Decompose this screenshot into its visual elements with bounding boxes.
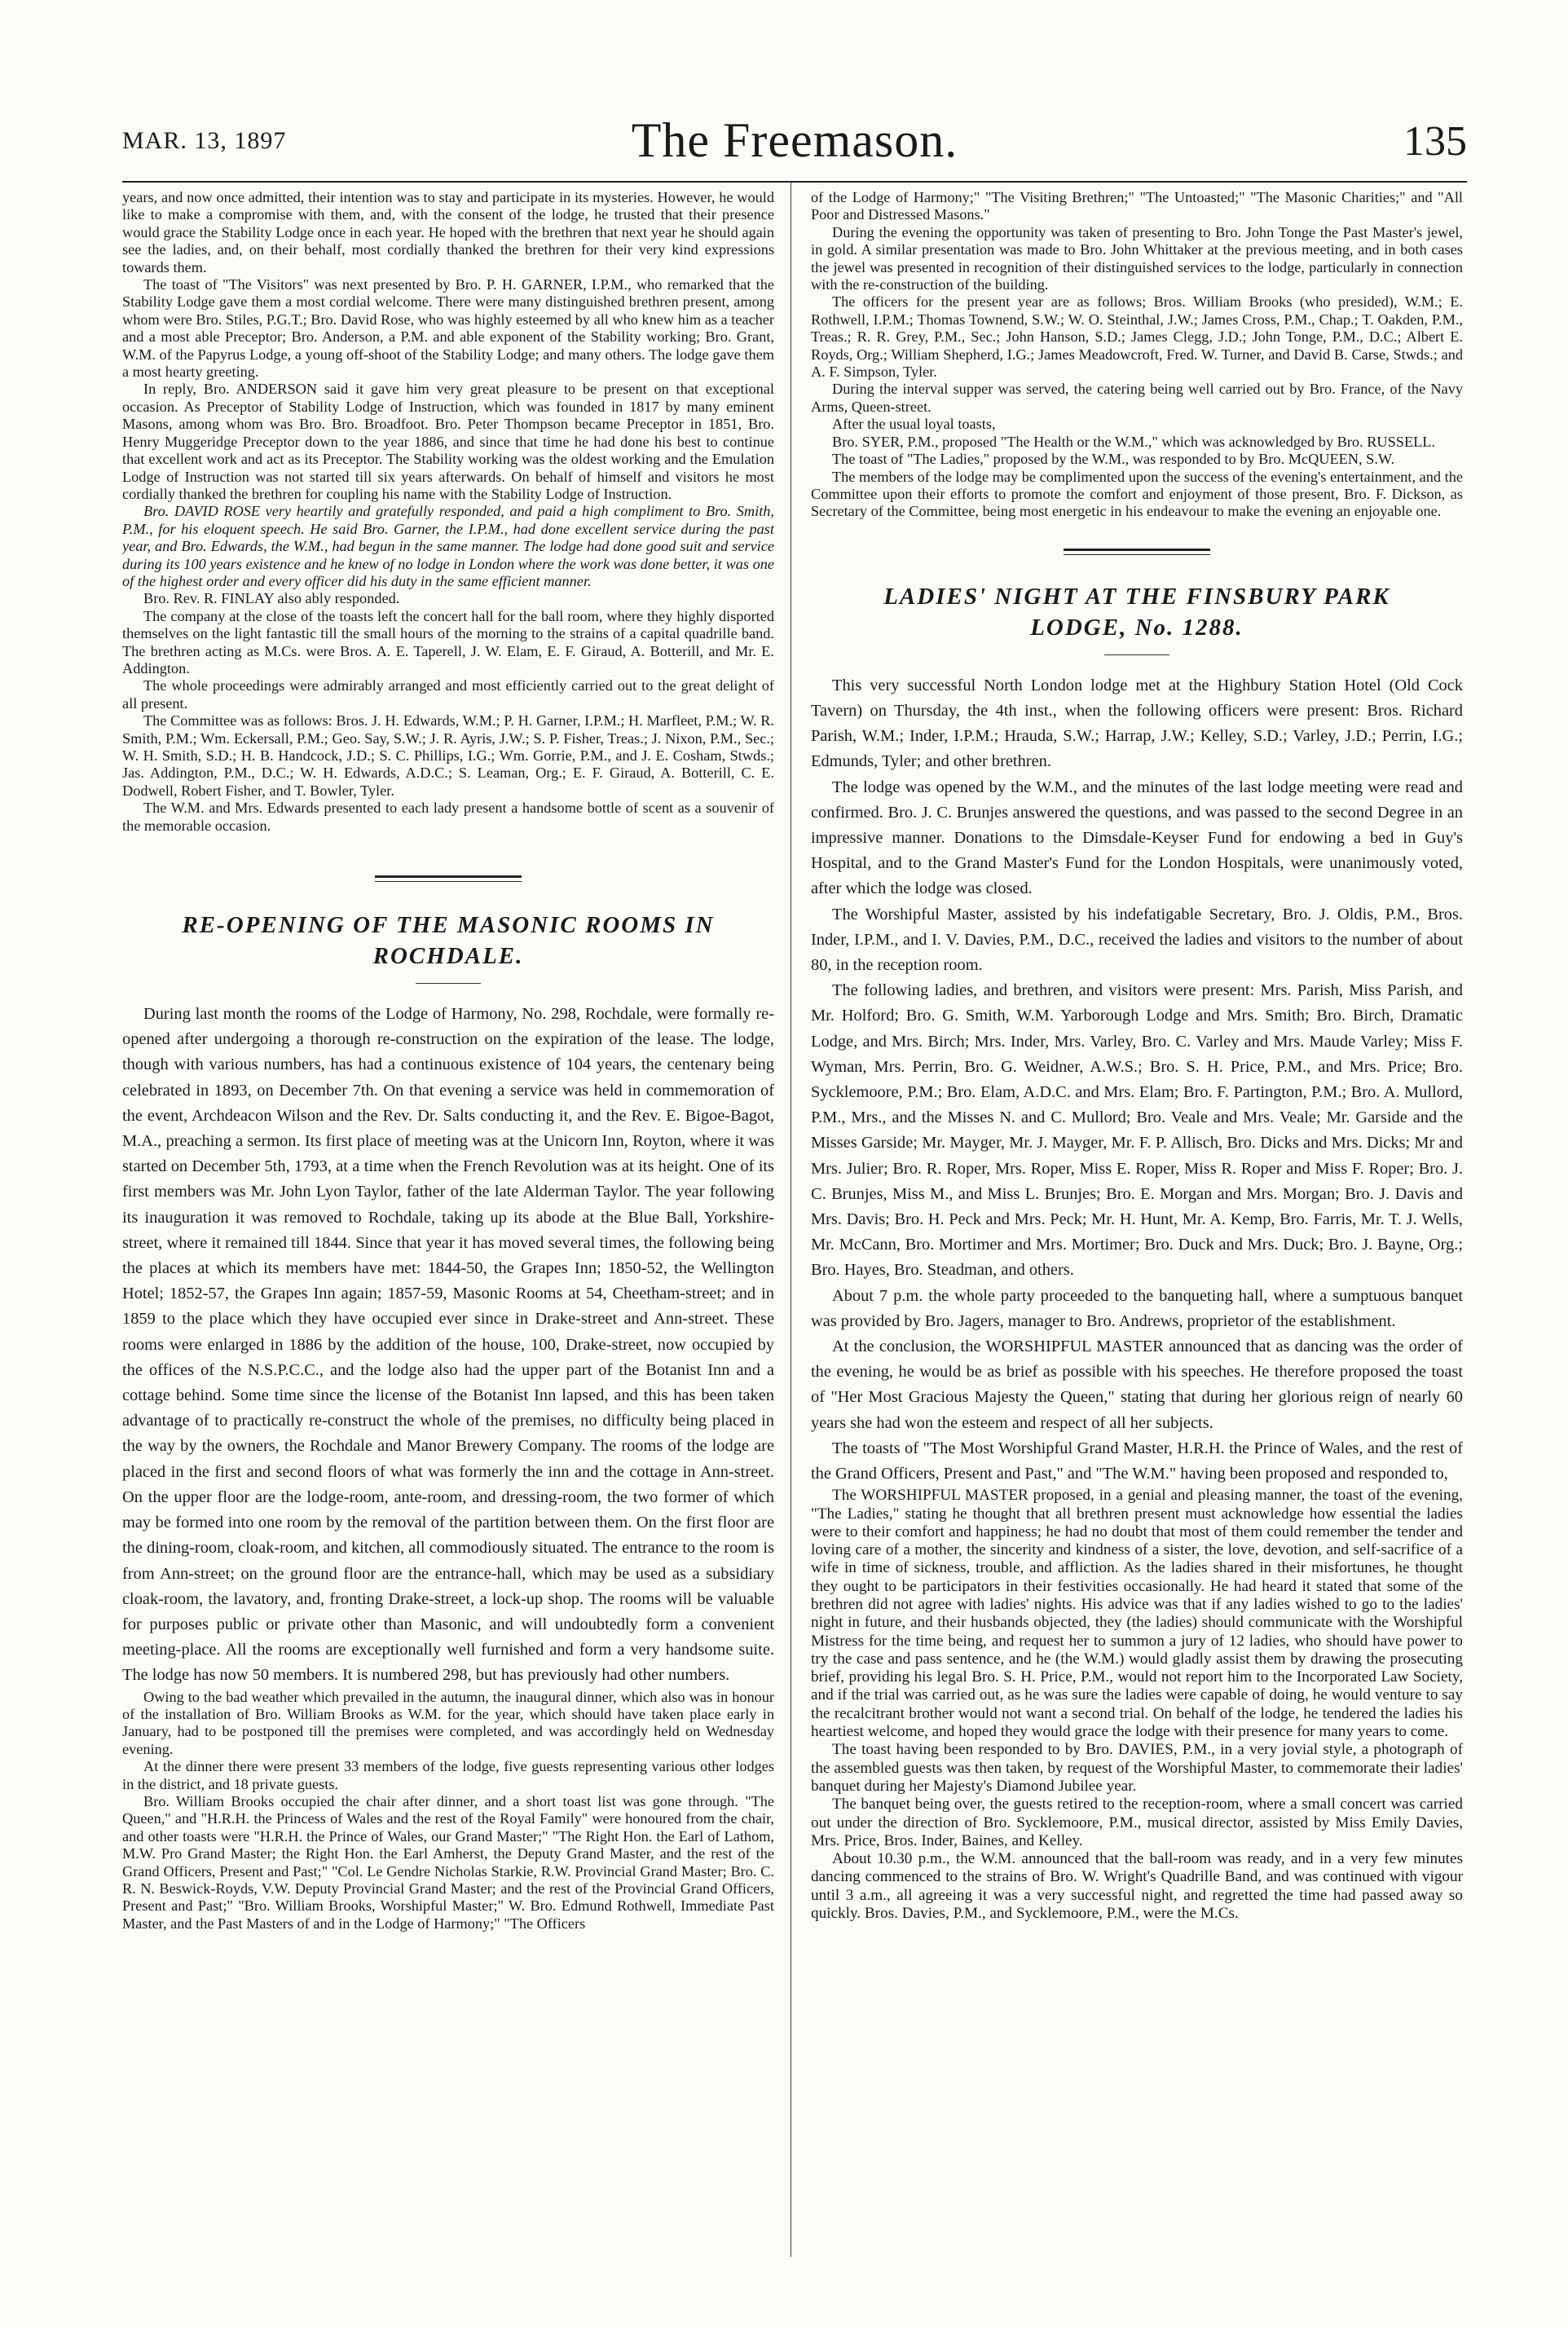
page-number: 135 xyxy=(1403,118,1467,165)
paragraph: of the Lodge of Harmony;" "The Visiting Brethren;" "The Untoasted;" "The Masonic Charities;" and "All Poor and Distressed Masons." xyxy=(811,189,1463,223)
section-rule xyxy=(1064,549,1210,555)
masthead xyxy=(122,112,1467,178)
left-column xyxy=(122,189,774,2251)
right-column xyxy=(811,189,1463,2251)
paragraph: The banquet being over, the guests retired to the reception-room, where a small concert was carried out under the direction of Bro. Sycklemoore, P.M., musical director, assisted by Miss Emily Davies, Mrs. Price, Bros. Inder, Baines, and Kelley. xyxy=(811,1796,1463,1849)
publication-title: The Freemason. xyxy=(631,113,958,167)
heading-line: RE-OPENING OF THE MASONIC ROOMS IN xyxy=(182,912,715,939)
paragraph: Owing to the bad weather which prevailed in the autumn, the inaugural dinner, which also was in honour of the installation of Bro. William Brooks as W.M. for the year, which should have taken place early in January, had to be postponed till the premises were completed, and was accordingly held on Wednesday evening. xyxy=(122,1688,774,1757)
paragraph: Bro. Rev. R. FINLAY also ably responded. xyxy=(143,590,400,607)
paragraph: About 10.30 p.m., the W.M. announced that the ball-room was ready, and in a very few minutes dancing commenced to the strains of Bro. W. Wright's Quadrille Band, and was continued with vigour until 3 a.m., all agreeing it was a very successful night, and regretted the time had passed away so quickly. Bros. Davies, P.M., and Sycklemoore, P.M., were the M.Cs. xyxy=(811,1850,1463,1923)
paragraph: During the evening the opportunity was taken of presenting to Bro. John Tonge the Past Master's jewel, in gold. A similar presentation was made to Bro. John Whittaker at the previous meeting, and in both cases the jewel was presented in recognition of their distinguished services to the lodge, particularly in connection with the re-construction of the building. xyxy=(811,223,1463,293)
paragraph: About 7 p.m. the whole party proceeded to the banqueting hall, where a sumptuous banquet was provided by Bro. Jagers, manager to Bro. Andrews, proprietor of the establishment. xyxy=(811,1286,1463,1330)
paragraph: Bro. William Brooks occupied the chair after dinner, and a short toast list was gone through. "The Queen," and "H.R.H. the Princess of Wales and the rest of the Royal Family" were honoured from the chair, and other toasts were "H.R.H. the Prince of Wales, our Grand Master;" "The Right Hon. the Earl of Lathom, M.W. Pro Grand Master; the Right Hon. the Earl Amherst, the Deputy Grand Master, and the rest of the Grand Officers, Present and Past;" "Col. Le Gendre Nicholas Starkie, R.W. Provincial Grand Master; Bro. C. R. N. Beswick-Royds, V.W. Deputy Provincial Grand Master; and the rest of the Provincial Grand Officers, Present and Past;" "Bro. William Brooks, Worshipful Master;" W. Bro. Edmund Rothwell, Immediate Past Master, and the Past Masters of and in the Lodge of Harmony;" "The Officers xyxy=(122,1792,774,1932)
heading-line: ROCHDALE. xyxy=(372,943,524,970)
paragraph: At the conclusion, the WORSHIPFUL MASTER announced that as dancing was the order of the evening, he would be as brief as possible with his speeches. He therefore proposed the toast of "Her Most Gracious Majesty the Queen," stating that during her glorious reign of nearly 60 years she had won the esteem and respect of all her subjects. xyxy=(811,1338,1463,1432)
paragraph: years, and now once admitted, their intention was to stay and participate in its mysteries. However, he would like to make a compromise with them, and, with the consent of the lodge, he trusted that their presence would grace the Stability Lodge once in each year. He hoped with the brethren that next year he should again see the ladies, and, on their behalf, most cordially thanked the brethren for their very kind expressions towards them. xyxy=(122,189,774,275)
rochdale-heading xyxy=(122,910,774,972)
paragraph: At the dinner there were present 33 members of the lodge, five guests representing various other lodges in the district, and 18 private guests. xyxy=(122,1758,774,1792)
paragraph: The toasts of "The Most Worshipful Grand Master, H.R.H. the Prince of Wales, and the rest of the Grand Officers, Present and Past," and "The W.M." having been proposed and responded to, xyxy=(811,1439,1463,1483)
masthead-rule xyxy=(122,181,1467,183)
paragraph: The officers for the present year are as follows; Bros. William Brooks (who presided), W.M.; E. Rothwell, I.P.M.; Thomas Townend, S.W.; W. O. Steinthal, J.W.; James Cross, P.M., Chap.; T. Oakden, P.M., Treas.; R. R. Grey, P.M., Sec.; John Hanson, S.D.; James Clegg, J.D.; John Tonge, P.M., D.C.; Albert E. Royds, Org.; William Shepherd, I.G.; James Meadowcroft, Fred. W. Turner, and David B. Carse, Stwds.; and A. F. Simpson, Tyler. xyxy=(811,293,1463,381)
paragraph: The W.M. and Mrs. Edwards presented to each lady present a handsome bottle of scent as a souvenir of the memorable occasion. xyxy=(122,800,774,834)
paragraph: The toast of "The Visitors" was next presented by Bro. P. H. GARNER, I.P.M., who remarked that the Stability Lodge gave them a most cordial welcome. There were many distinguished brethren present, among whom were Bro. Stiles, P.G.T.; Bro. David Rose, who was highly esteemed by all who knew him as a teacher and a most able Preceptor; Bro. Anderson, a P.M. and able exponent of the Stability working; Bro. Grant, W.M. of the Papyrus Lodge, a young off-shoot of the Stability Lodge; and many others. The lodge gave them a most hearty greeting. xyxy=(122,276,774,381)
paragraph: The Worshipful Master, assisted by his indefatigable Secretary, Bro. J. Oldis, P.M., Bros. Inder, I.P.M., and I. V. Davies, P.M., D.C., received the ladies and visitors to the number of about 80, in the reception room. xyxy=(811,905,1463,974)
paragraph: The Committee was as follows: Bros. J. H. Edwards, W.M.; P. H. Garner, I.P.M.; H. Marfleet, P.M.; W. R. Smith, P.M.; Wm. Eckersall, P.M.; Geo. Say, S.W.; J. R. Ayris, J.W.; S. P. Fisher, Treas.; J. Nixon, P.M., Sec.; W. H. Smith, S.D.; H. B. Handcock, J.D.; S. C. Phillips, I.G.; Wm. Gorrie, P.M., and J. E. Cosham, Stwds.; Jas. Addington, P.M., D.C.; W. H. Edwards, A.D.C.; S. Leaman, Org.; E. F. Giraud, A. Botterill, C. E. Dodwell, Robert Fisher, and T. Bowler, Tyler. xyxy=(122,712,774,799)
paragraph: During last month the rooms of the Lodge of Harmony, No. 298, Rochdale, were formally re-opened after undergoing a thorough re-construction on the expiration of the lease. The lodge, though with various numbers, has had a continuous existence of 104 years, the centenary being celebrated in 1893, on December 7th. On that evening a service was held in commemoration of the event, Archdeacon Wilson and the Rev. Dr. Salts conducting it, and the Rev. E. Bigoe-Bagot, M.A., preaching a sermon. Its first place of meeting was at the Unicorn Inn, Royton, where it was started on December 5th, 1793, at a time when the French Revolution was at its height. One of its first members was Mr. John Lyon Taylor, father of the late Alderman Taylor. The year following its inauguration it was removed to Rochdale, taking up its abode at the Blue Ball, Yorkshire-street, where it remained till 1844. Since that year it has moved several times, the following being the places at which its members have met: 1844-50, the Grapes Inn; 1850-52, the Wellington Hotel; 1852-57, the Grapes Inn again; 1857-59, Masonic Rooms at 54, Cheetham-street; and in 1859 to the place which they have occupied ever since in Drake-street and Ann-street. These rooms were enlarged in 1886 by the addition of the house, 100, Drake-street, now occupied by the offices of the N.S.P.C.C., and the lodge also had the upper part of the Botanist Inn and a cottage behind. Some time since the license of the Botanist Inn lapsed, and this has been taken advantage of to practically re-construct the whole of the premises, no difficulty being placed in the way by the owners, the Rochdale and Manor Brewery Company. The rooms of the lodge are placed in the first and second floors of what was formerly the inn and the cottage in Ann-street. On the upper floor are the lodge-room, ante-room, and dressing-room, the two former of which may be formed into one room by the removal of the partition between them. On the first floor are the dining-room, cloak-room, and kitchen, all commodiously situated. The entrance to the room is from Ann-street; on the ground floor are the entrance-hall, which may be used as a subsidiary cloak-room, the lavatory, and, fronting Drake-street, a lock-up shop. The rooms will be valuable for purposes public or private other than Masonic, and will undoubtedly form a convenient meeting-place. All the rooms are exceptionally well furnished and form a very handsome suite. The lodge has now 50 members. It is numbered 298, but has previously had other numbers. xyxy=(122,1005,774,1685)
paragraph: The WORSHIPFUL MASTER proposed, in a genial and pleasing manner, the toast of the evening, "The Ladies," stating he thought that all brethren present must acknowledge how essential the ladies were to their comfort and happiness; he had no doubt that most of them could remember the tender and loving care of a mother, the sincerity and kindness of a sister, the love, devotion, and self-sacrifice of a wife in time of sickness, trouble, and affliction. As the ladies shared in their misfortunes, he thought they ought to be participators in their festivities occasionally. He had heard it stated that some of the brethren did not agree with ladies' nights. His advice was that if any ladies wished to go to the ladies' night in future, and their husbands objected, they (the ladies) should communicate with the Worshipful Mistress for the time being, and request her to summon a jury of 12 ladies, who should have power to try the case and pass sentence, and he (the W.M.) would gladly assist them by drawing the prosecuting brief, providing his legal Bro. S. H. Price, P.M., would not report him to the Incorporated Law Society, and if the trial was carried out, as he was sure the ladies were capable of doing, he would venture to say the recalcitrant brother would not want a second trial. On behalf of the lodge, he tendered the ladies his heartiest welcome, and hoped they would grace the lodge with their presence for many years to come. xyxy=(811,1487,1463,1741)
issue-date: MAR. 13, 1897 xyxy=(122,127,287,154)
rochdale-article-continued xyxy=(122,1689,774,1933)
section-rule xyxy=(375,875,522,882)
paragraph: In reply, Bro. ANDERSON said it gave him very great pleasure to be present on that exceptional occasion. As Preceptor of Stability Lodge of Instruction, which was founded in 1817 by many eminent Masons, among whom was Bro. Bro. Broadfoot. Bro. Peter Thompson became Preceptor in 1851, Bro. Henry Muggeridge Preceptor down to the year 1886, and since that time he had done his best to continue that excellent work and act as its Preceptor. The Stability working was the oldest working and the Emulation Lodge of Instruction was not started till six years afterwards. On behalf of himself and visitors he most cordially thanked the brethren for coupling his name with the Stability Lodge of Instruction. xyxy=(122,381,774,502)
stability-lodge-article-continued xyxy=(122,189,774,835)
paragraph: The company at the close of the toasts left the concert hall for the ball room, where they highly disported themselves on the light fantastic till the small hours of the morning to the strains of a capital quadrille band. The brethren acting as M.Cs. were Bros. A. E. Taperell, J. W. Elam, E. F. Giraud, A. Botterill, and Mr. E. Addington. xyxy=(122,607,774,677)
paragraph: The toast of "The Ladies," proposed by the W.M., was responded to by Bro. McQUEEN, S.W. xyxy=(832,451,1395,468)
paragraph: The following ladies, and brethren, and visitors were present: Mrs. Parish, Miss Parish, and Mr. Holford; Bro. G. Smith, W.M. Yarborough Lodge and Mrs. Smith; Bro. Birch, Dramatic Lodge, and Mrs. Birch; Mrs. Inder, Mrs. Varley, Bro. C. Varley and Mrs. Maude Varley; Miss F. Wyman, Mrs. Perrin, Bro. G. Weidner, A.W.S.; Bro. S. H. Price, P.M., and Mrs. Price; Bro. Sycklemoore, P.M.; Bro. Elam, A.D.C. and Mrs. Elam; Bro. F. Partington, P.M.; Bro. A. Mullord, P.M., Mrs., and the Misses N. and C. Mullord; Bro. Veale and Mrs. Veale; Mr. Garside and the Misses Garside; Mr. Mayger, Mr. J. Mayger, Mr. F. P. Allisch, Bro. Dicks and Mrs. Dicks; Mr and Mrs. Julier; Bro. R. Roper, Mrs. Roper, Miss E. Roper, Miss R. Roper and Miss F. Roper; Bro. J. C. Brunjes, Miss M., and Miss L. Brunjes; Bro. E. Morgan and Mrs. Morgan; Bro. J. Davis and Mrs. Davis; Bro. H. Peck and Mrs. Peck; Mr. H. Hunt, Mr. A. Kemp, Bro. Farris, Mr. T. J. Wells, Mr. McCann, Bro. Mortimer and Mrs. Mortimer; Bro. Duck and Mrs. Duck; Bro. J. Bayne, Org.; Bro. Hayes, Bro. Steadman, and others. xyxy=(811,981,1463,1280)
paragraph: The toast having been responded to by Bro. DAVIES, P.M., in a very jovial style, a photograph of the assembled guests was then taken, by request of the Worshipful Master, to commemorate their ladies' banquet during her Majesty's Diamond Jubilee year. xyxy=(811,1741,1463,1795)
heading-line: LODGE, xyxy=(1030,614,1128,641)
rochdale-article xyxy=(122,1002,774,1688)
paragraph: After the usual loyal toasts, xyxy=(832,416,996,433)
finsbury-park-article-continued xyxy=(811,1487,1463,1923)
paragraph: During the interval supper was served, the catering being well carried out by Bro. France, of the Navy Arms, Queen-street. xyxy=(811,381,1463,415)
paragraph: This very successful North London lodge met at the Highbury Station Hotel (Old Cock Tavern) on Thursday, the 4th inst., when the following officers were present: Bros. Richard Parish, W.M.; Inder, I.P.M.; Hrauda, S.W.; Harrap, J.W.; Kelley, S.D.; Varley, J.D.; Perrin, I.G.; Edmunds, Tyler; and other brethren. xyxy=(811,676,1463,771)
finsbury-park-heading xyxy=(811,581,1463,643)
paragraph: The whole proceedings were admirably arranged and most efficiently carried out to the great delight of all present. xyxy=(122,677,774,712)
paragraph: The members of the lodge may be complimented upon the success of the evening's entertainment, and the Committee upon their efforts to promote the comfort and enjoyment of those present, Bro. F. Dickson, as Secretary of the Committee, being most energetic in his endeavour to make the evening an enjoyable one. xyxy=(811,468,1463,520)
paragraph: The lodge was opened by the W.M., and the minutes of the last lodge meeting were read and confirmed. Bro. J. C. Brunjes answered the questions, and was passed to the second Degree in an impressive manner. Donations to the Dimsdale-Keyser Fund for endowing a bed in Guy's Hospital, and to the Grand Master's Fund for the London Hospitals, were unanimously voted, after which the lodge was closed. xyxy=(811,778,1463,898)
rochdale-article-end xyxy=(811,189,1463,521)
paragraph: Bro. DAVID ROSE very heartily and gratefully responded, and paid a high compliment to Bro. Smith, P.M., for his eloquent speech. He said Bro. Garner, the I.P.M., had done excellent service during the past year, and Bro. Edwards, the W.M., had begun in the same manner. The lodge had done good suit and service during its 100 years existence and he knew of no lodge in London where the work was done better, it was one of the highest order and every officer did his duty in the same efficient manner. xyxy=(122,503,774,589)
finsbury-park-article xyxy=(811,673,1463,1487)
lodge-number: No. 1288. xyxy=(1134,614,1244,641)
paragraph: Bro. SYER, P.M., proposed "The Health or the W.M.," which was acknowledged by Bro. RUSSELL. xyxy=(832,433,1436,450)
heading-line: LADIES' NIGHT AT THE FINSBURY PARK xyxy=(883,583,1390,610)
